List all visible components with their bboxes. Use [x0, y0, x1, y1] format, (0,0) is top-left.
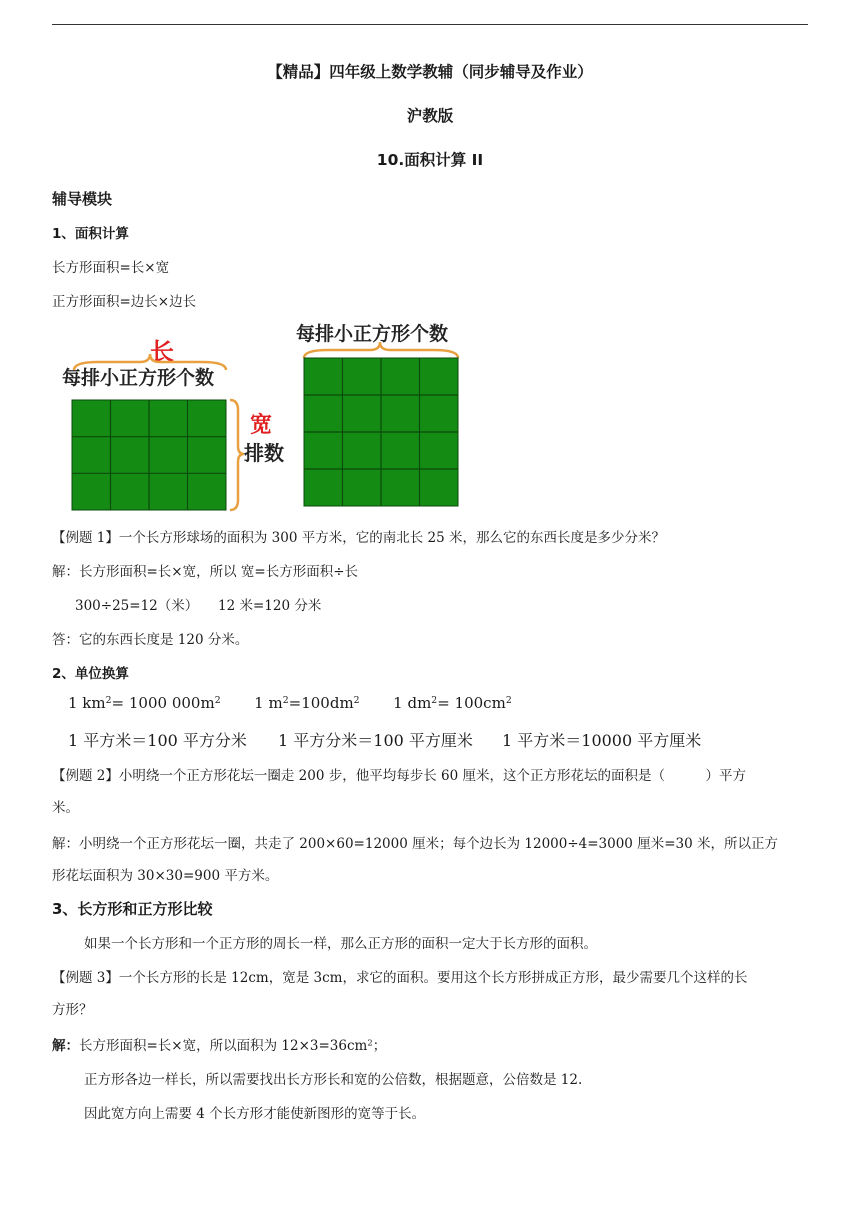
example-1-solution-line-1: 解：长方形面积=长×宽，所以 宽=长方形面积÷长 — [52, 564, 359, 580]
example-3-solution-line-2: 正方形各边一样长，所以需要找出长方形长和宽的公倍数，根据题意，公倍数是 12. — [84, 1072, 583, 1088]
section-2-heading: 2、单位换算 — [52, 666, 129, 682]
example-1-answer: 答：它的东西长度是 120 分米。 — [52, 632, 249, 648]
section-3-note: 如果一个长方形和一个正方形的周长一样，那么正方形的面积一定大于长方形的面积。 — [84, 936, 597, 952]
square-area-formula: 正方形面积=边长×边长 — [52, 294, 197, 310]
example-2-question-line-2: 米。 — [52, 800, 79, 816]
example-2-solution-line-2: 形花坛面积为 30×30=900 平方米。 — [52, 868, 279, 884]
per-row-label: 每排小正方形个数 — [62, 367, 215, 389]
section-1-heading: 1、面积计算 — [52, 226, 129, 242]
unit-conversion-row-2a: 1 平方米＝100 平方分米 — [68, 731, 247, 750]
example-3-question-line-1: 【例题 3】一个长方形的长是 12cm，宽是 3cm，求它的面积。要用这个长方形拼成正方形，最少需要几个这样的长 — [52, 970, 748, 986]
width-label: 宽 — [250, 413, 273, 438]
example-2-question-line-1: 【例题 2】小明绕一个正方形花坛一圈走 200 步，他平均每步长 60 厘米，这个正方形花坛的面积是（ ）平方 — [52, 768, 746, 784]
section-3-heading: 3、长方形和正方形比较 — [52, 900, 213, 918]
unit-conversion-row-2b: 1 平方分米＝100 平方厘米 — [278, 731, 473, 750]
per-row-square-label: 每排小正方形个数 — [296, 323, 449, 345]
rect-area-formula: 长方形面积=长×宽 — [52, 260, 170, 276]
unit-conversion-row-2c: 1 平方米＝10000 平方厘米 — [502, 731, 702, 750]
length-label: 长 — [150, 338, 174, 366]
module-title: 辅导模块 — [52, 190, 113, 208]
unit-conversion-row-1: 1 $km^2= 1000$ $000m^2$ 1 $m^2=100dm^2$ 1 $dm^2= 100cm^2$ — [68, 694, 512, 712]
top-rule — [52, 24, 808, 25]
example-1-calc-1: 300÷25=12（米） — [75, 598, 199, 614]
example-3-question-line-2: 方形？ — [52, 1002, 93, 1018]
width-brace — [230, 400, 244, 510]
example-3-solution-line-1: 解：长方形面积=长×宽，所以面积为 $12\times 3=36cm^2$； — [52, 1037, 387, 1054]
example-1-calc-2: 12 米=120 分米 — [218, 598, 322, 614]
edition-label: 沪教版 — [406, 107, 454, 125]
rows-label: 排数 — [244, 441, 284, 465]
square-grid — [304, 358, 458, 506]
example-3-solution-line-3: 因此宽方向上需要 4 个长方形才能使新图形的宽等于长。 — [84, 1106, 426, 1122]
example-1-question: 【例题 1】一个长方形球场的面积为 300 平方米，它的南北长 25 米，那么它的东西长度是多少分米？ — [52, 530, 665, 546]
lesson-title: 10.面积计算 II — [376, 151, 484, 169]
page-title: 【精品】四年级上数学教辅（同步辅导及作业） — [267, 63, 593, 81]
area-figure — [58, 318, 498, 518]
rect-grid — [72, 400, 226, 510]
example-2-solution-line-1: 解：小明绕一个正方形花坛一圈，共走了 200×60=12000 厘米；每个边长为 12000÷4=3000 厘米=30 米，所以正方 — [52, 836, 778, 852]
